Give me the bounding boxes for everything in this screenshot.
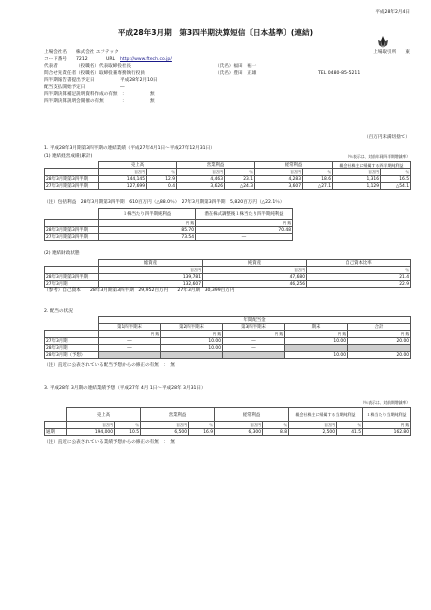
representative-name: （氏名）福田 祐一 bbox=[215, 64, 257, 69]
table-cell: 16.5 bbox=[381, 176, 411, 183]
table-cell: 10.5 bbox=[115, 429, 141, 436]
column-header: 営業利益 bbox=[177, 162, 255, 169]
table-cell: 18.6 bbox=[303, 176, 333, 183]
contact-role: （役職名）取締役兼専務執行役員 bbox=[76, 71, 145, 76]
unit-cell: 円 銭 bbox=[196, 220, 293, 227]
results-subtitle: (1) 連結経営成績(累計) bbox=[44, 154, 93, 159]
column-header: 親会社株主に帰属する当期純利益 bbox=[289, 408, 363, 422]
dividend-date-value: ― bbox=[120, 85, 125, 90]
table-cell: △54.1 bbox=[381, 183, 411, 190]
row-label: 27年3月期第3四半期 bbox=[45, 183, 99, 190]
table-cell bbox=[348, 345, 411, 352]
table-cell: 12.9 bbox=[147, 176, 177, 183]
column-header: １株当たり四半期純利益 bbox=[99, 209, 196, 220]
unit-cell: ％ bbox=[263, 422, 289, 429]
unit-cell bbox=[45, 267, 99, 274]
unit-cell: 円 銭 bbox=[223, 331, 285, 338]
financial-position-table bbox=[44, 259, 411, 288]
representative-label: 代表者 bbox=[44, 64, 58, 69]
row-label: 28年3月期第3四半期 bbox=[45, 274, 99, 281]
table-cell: 10.00 bbox=[285, 352, 348, 359]
table-row bbox=[45, 227, 293, 234]
unit-cell: 百万円 bbox=[99, 267, 203, 274]
table-cell: ― bbox=[99, 345, 161, 352]
section1-title: 1. 平成28年3月期第3四半期の連結業績（平成27年4月1日～平成27年12月31日） bbox=[44, 146, 215, 151]
forecast-revision-note: （注）直近に公表されている業績予想からの修正の有無 ： 無 bbox=[44, 440, 175, 445]
unit-cell: 百万円 bbox=[99, 169, 147, 176]
table-cell: 1,129 bbox=[333, 183, 381, 190]
table-cell: 3,626 bbox=[177, 183, 225, 190]
table-row bbox=[45, 176, 411, 183]
table-header-row bbox=[45, 408, 411, 422]
contact-name: （氏名）豊田 正雄 bbox=[215, 71, 257, 76]
unit-row bbox=[45, 267, 411, 274]
dividend-revision-note: （注）直近に公表されている配当予想からの修正の有無 ： 無 bbox=[44, 363, 175, 368]
table-cell: 85.70 bbox=[99, 227, 196, 234]
table-row bbox=[45, 345, 411, 352]
unit-cell: 円 銭 bbox=[348, 331, 411, 338]
table-cell: 3,607 bbox=[255, 183, 303, 190]
column-header: 売上高 bbox=[99, 162, 177, 169]
table-cell: ― bbox=[99, 338, 161, 345]
url-label: URL bbox=[106, 57, 116, 62]
table-cell: 22.9 bbox=[307, 281, 411, 288]
table-cell: 46,256 bbox=[203, 281, 307, 288]
table-cell: △24.3 bbox=[225, 183, 255, 190]
unit-cell: 円 銭 bbox=[285, 331, 348, 338]
column-header: 合計 bbox=[348, 324, 411, 331]
table-header-row bbox=[45, 324, 411, 331]
financial-position-subtitle: (2) 連結財政状態 bbox=[44, 251, 80, 256]
unit-cell: 百万円 bbox=[289, 422, 337, 429]
report-date-label: 四半期報告書提出予定日 bbox=[44, 78, 95, 83]
code-value: 7212 bbox=[76, 57, 88, 62]
report-date-value: 平成28年2月10日 bbox=[120, 78, 158, 83]
column-header: 経常利益 bbox=[215, 408, 289, 422]
table-cell: ― bbox=[223, 345, 285, 352]
table-cell: 16.9 bbox=[189, 429, 215, 436]
table-cell: 10.00 bbox=[285, 338, 348, 345]
unit-cell: 百万円 bbox=[141, 422, 189, 429]
table-cell: 20.00 bbox=[348, 338, 411, 345]
table-cell: ― bbox=[223, 338, 285, 345]
company-logo-icon bbox=[376, 35, 390, 49]
company-name-label: 上場会社名 bbox=[44, 50, 67, 55]
unit-cell: 百万円 bbox=[333, 169, 381, 176]
dividend-table bbox=[44, 316, 411, 359]
table-cell: 1,316 bbox=[333, 176, 381, 183]
comprehensive-income-note: （注）包括利益 28年3月期第3四半期 610百万円（△88.0％） 27年3月期第3四半期 5,820百万円（△22.1％） bbox=[44, 200, 285, 205]
row-label: 28年3月期 bbox=[45, 345, 99, 352]
unit-row bbox=[45, 422, 411, 429]
eps-table bbox=[44, 208, 293, 241]
table-header-row bbox=[45, 260, 411, 267]
unit-cell: ％ bbox=[303, 169, 333, 176]
column-header: 経常利益 bbox=[255, 162, 333, 169]
table-corner bbox=[45, 162, 99, 169]
row-label: 27年3月期第3四半期 bbox=[45, 234, 99, 241]
table-row bbox=[45, 274, 411, 281]
table-cell: 127,699 bbox=[99, 183, 147, 190]
table-row bbox=[45, 281, 411, 288]
unit-cell: 円 銭 bbox=[99, 331, 161, 338]
table-cell: 70.48 bbox=[196, 227, 293, 234]
table-corner bbox=[45, 408, 67, 422]
unit-cell: ％ bbox=[147, 169, 177, 176]
unit-cell bbox=[45, 169, 99, 176]
section3-title: 3. 平成28年 3月期の連結業績予想（平成27年 4月 1日～平成28年 3月31日） bbox=[44, 386, 206, 391]
table-cell: 10.00 bbox=[161, 345, 223, 352]
column-header: 純資産 bbox=[203, 260, 307, 267]
column-header: 営業利益 bbox=[141, 408, 215, 422]
section2-title: 2. 配当の状況 bbox=[44, 309, 73, 314]
table-cell: 73.54 bbox=[99, 234, 196, 241]
table-header-row bbox=[45, 209, 293, 220]
table-cell: 4,283 bbox=[255, 176, 303, 183]
company-name: 株式会社 エフテック bbox=[76, 50, 119, 55]
contact-label: 問合せ先責任者 bbox=[44, 71, 77, 76]
contact-tel: TEL 0480-85-5211 bbox=[318, 71, 361, 76]
unit-cell: ％ bbox=[189, 422, 215, 429]
table-row bbox=[45, 338, 411, 345]
table-cell: 41.5 bbox=[337, 429, 363, 436]
row-label: 28年3月期（予想） bbox=[45, 352, 99, 359]
table-cell bbox=[99, 352, 161, 359]
column-header: 第3四半期末 bbox=[223, 324, 285, 331]
unit-cell: 百万円 bbox=[215, 422, 263, 429]
unit-cell: ％ bbox=[115, 422, 141, 429]
listing-exchange: 上場取引所 東 bbox=[373, 50, 410, 55]
column-header: 期末 bbox=[285, 324, 348, 331]
column-header: 自己資本比率 bbox=[307, 260, 411, 267]
table-corner bbox=[45, 317, 99, 331]
unit-cell: ％ bbox=[225, 169, 255, 176]
unit-row bbox=[45, 169, 411, 176]
briefing-value: 無 bbox=[150, 99, 155, 104]
table-cell: △27.1 bbox=[303, 183, 333, 190]
code-label: コード番号 bbox=[44, 57, 67, 62]
table-row bbox=[45, 183, 411, 190]
table-cell: 4,463 bbox=[177, 176, 225, 183]
unit-cell: 百万円 bbox=[67, 422, 115, 429]
row-label: 27年3月期 bbox=[45, 338, 99, 345]
table-header-row bbox=[45, 162, 411, 169]
column-header: 総資産 bbox=[99, 260, 203, 267]
table-cell: 21.4 bbox=[307, 274, 411, 281]
unit-cell: ％ bbox=[307, 267, 411, 274]
unit-cell: ％ bbox=[381, 169, 411, 176]
table-cell: 47,680 bbox=[203, 274, 307, 281]
table-row bbox=[45, 234, 293, 241]
unit-cell: 円 銭 bbox=[161, 331, 223, 338]
unit-cell: 百万円 bbox=[255, 169, 303, 176]
unit-row bbox=[45, 331, 411, 338]
table-cell: 6,300 bbox=[215, 429, 263, 436]
table-cell bbox=[285, 345, 348, 352]
table-header-row bbox=[45, 317, 411, 324]
report-date: 平成28年2月4日 bbox=[375, 10, 410, 15]
forecast-pct-note: （％表示は、対前期増減率） bbox=[360, 400, 410, 405]
unit-cell bbox=[45, 331, 99, 338]
row-label: 28年3月期第3四半期 bbox=[45, 227, 99, 234]
table-cell: 23.1 bbox=[225, 176, 255, 183]
table-cell: 10.00 bbox=[161, 338, 223, 345]
table-cell: 2,500 bbox=[289, 429, 337, 436]
unit-note: （百万円未満切捨て） bbox=[364, 135, 410, 140]
table-cell: 6,500 bbox=[141, 429, 189, 436]
table-cell: 132,607 bbox=[99, 281, 203, 288]
column-header: 売上高 bbox=[67, 408, 141, 422]
results-table bbox=[44, 161, 411, 190]
supplementary-value: 無 bbox=[150, 92, 155, 97]
briefing-label: 四半期決算説明会開催の有無 ： bbox=[44, 99, 127, 104]
table-cell: 139,781 bbox=[99, 274, 203, 281]
unit-cell bbox=[45, 422, 67, 429]
results-pct-note: （％表示は、対前年同四半期増減率） bbox=[345, 154, 410, 159]
group-header: 年間配当金 bbox=[99, 317, 411, 324]
table-row bbox=[45, 352, 411, 359]
table-cell: 194,000 bbox=[67, 429, 115, 436]
row-label: 28年3月期第3四半期 bbox=[45, 176, 99, 183]
table-cell: 0.4 bbox=[147, 183, 177, 190]
unit-cell: 円 銭 bbox=[363, 422, 411, 429]
table-row bbox=[45, 429, 411, 436]
unit-row bbox=[45, 220, 293, 227]
unit-cell bbox=[45, 220, 99, 227]
unit-cell: ％ bbox=[337, 422, 363, 429]
unit-cell: 円 銭 bbox=[99, 220, 196, 227]
unit-cell: 百万円 bbox=[177, 169, 225, 176]
table-cell: 162.80 bbox=[363, 429, 411, 436]
table-cell: 20.00 bbox=[348, 352, 411, 359]
forecast-table bbox=[44, 407, 411, 436]
table-cell bbox=[161, 352, 223, 359]
table-corner bbox=[45, 209, 99, 220]
column-header: 潜在株式調整後１株当たり四半期純利益 bbox=[196, 209, 293, 220]
table-cell bbox=[223, 352, 285, 359]
row-label: 通期 bbox=[45, 429, 67, 436]
column-header: 親会社株主に帰属する四半期純利益 bbox=[333, 162, 411, 169]
table-cell: 8.8 bbox=[263, 429, 289, 436]
representative-role: （役職名）代表取締役社長 bbox=[76, 64, 132, 69]
row-label: 27年3月期 bbox=[45, 281, 99, 288]
unit-cell: 百万円 bbox=[203, 267, 307, 274]
supplementary-label: 四半期決算補足説明資料作成の有無 ： bbox=[44, 92, 127, 97]
column-header: 第1四半期末 bbox=[99, 324, 161, 331]
equity-reference-note: （参考）自己資本 28年3月期第3四半期 29,952百万円 27年3月期 30,399百万円 bbox=[44, 288, 235, 293]
table-cell: ― bbox=[196, 234, 293, 241]
dividend-date-label: 配当支払開始予定日 bbox=[44, 85, 86, 90]
document-title: 平成28年3月期 第3四半期決算短信〔日本基準〕(連結) bbox=[117, 28, 314, 37]
table-corner bbox=[45, 260, 99, 267]
company-url-link[interactable]: http://www.ftech.co.jp/ bbox=[120, 57, 172, 62]
column-header: １株当たり当期純利益 bbox=[363, 408, 411, 422]
column-header: 第2四半期末 bbox=[161, 324, 223, 331]
table-cell: 144,145 bbox=[99, 176, 147, 183]
